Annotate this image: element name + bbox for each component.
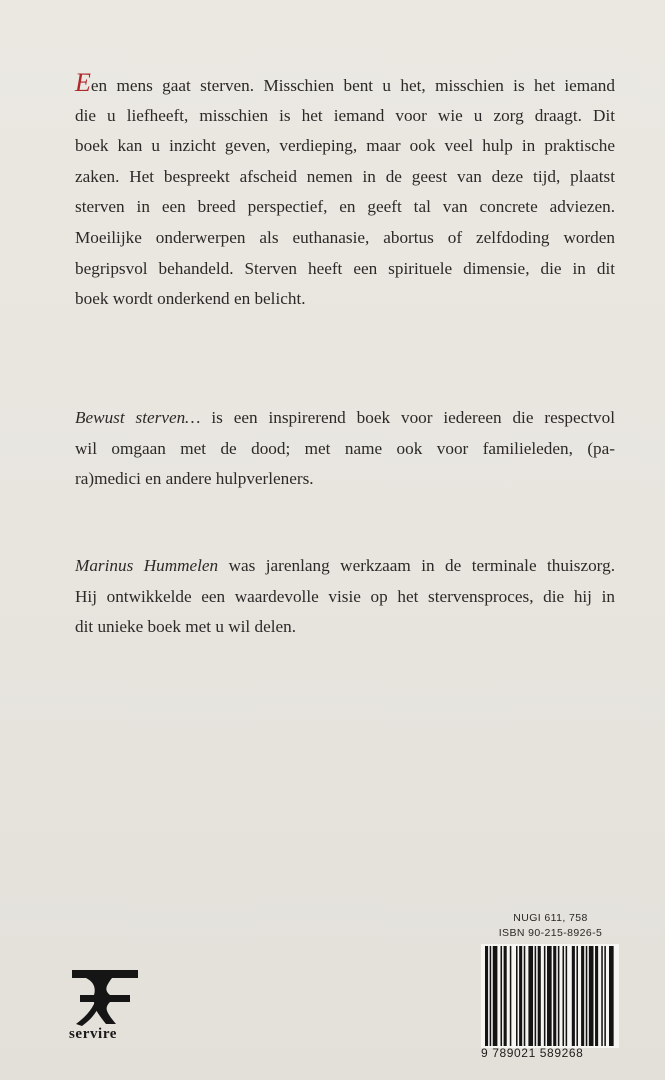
blurb-line: boek wordt onderkend en belicht. [75,289,306,309]
blurb-line: sterven in een breed perspectief, en geeft tal van concrete adviezen. [75,197,615,217]
blurb-line: die u liefheeft, misschien is het iemand voor wie u zorg draagt. Dit [75,105,615,125]
author-name-italic: Marinus Hummelen [75,556,219,575]
barcode-digits: 9 789021 589268 [481,1046,584,1060]
blurb-line: wil omgaan met de dood; met name ook voor familieleden, (pa- [75,438,615,458]
blurb-line: boek kan u inzicht geven, verdieping, maar ook veel hulp in praktische [75,136,615,156]
blurb-line: Moeilijke onderwerpen als euthanasie, abortus of zelfdoding worden [75,227,615,247]
barcode [481,944,619,1048]
blurb-line: Bewust sterven… is een inspirerend boek voor iedereen die respectvol [75,408,615,427]
blurb-line: begripsvol behandeld. Sterven heeft een spirituele dimensie, die in dit [75,258,615,278]
blurb-line: dit unieke boek met u wil delen. [75,617,296,637]
blurb-line: Marinus Hummelen was jarenlang werkzaam in de terminale thuiszorg. [75,556,615,575]
blurb-line: Een mens gaat sterven. Misschien bent u het, misschien is het iemand [75,68,615,97]
author-paragraph [75,551,615,643]
isbn-code: ISBN 90-215-8926-5 [498,927,603,939]
blurb-line: Hij ontwikkelde een waardevolle visie op het stervensproces, die hij in [75,586,615,606]
servire-logo-icon [70,968,142,1026]
blurb-line: ra)medici en andere hulpverleners. [75,469,314,489]
nugi-code: NUGI 611, 758 [513,912,588,924]
publisher-name: servire [69,1026,118,1042]
blurb-line: zaken. Het bespreekt afscheid nemen in de geest van deze tijd, plaatst [75,166,615,186]
drop-cap: E [75,68,91,97]
book-title-italic: Bewust sterven… [75,408,201,427]
barcode-bars [481,944,619,1048]
blurb-paragraph-2 [75,403,615,495]
blurb-paragraph-1 [75,70,615,315]
